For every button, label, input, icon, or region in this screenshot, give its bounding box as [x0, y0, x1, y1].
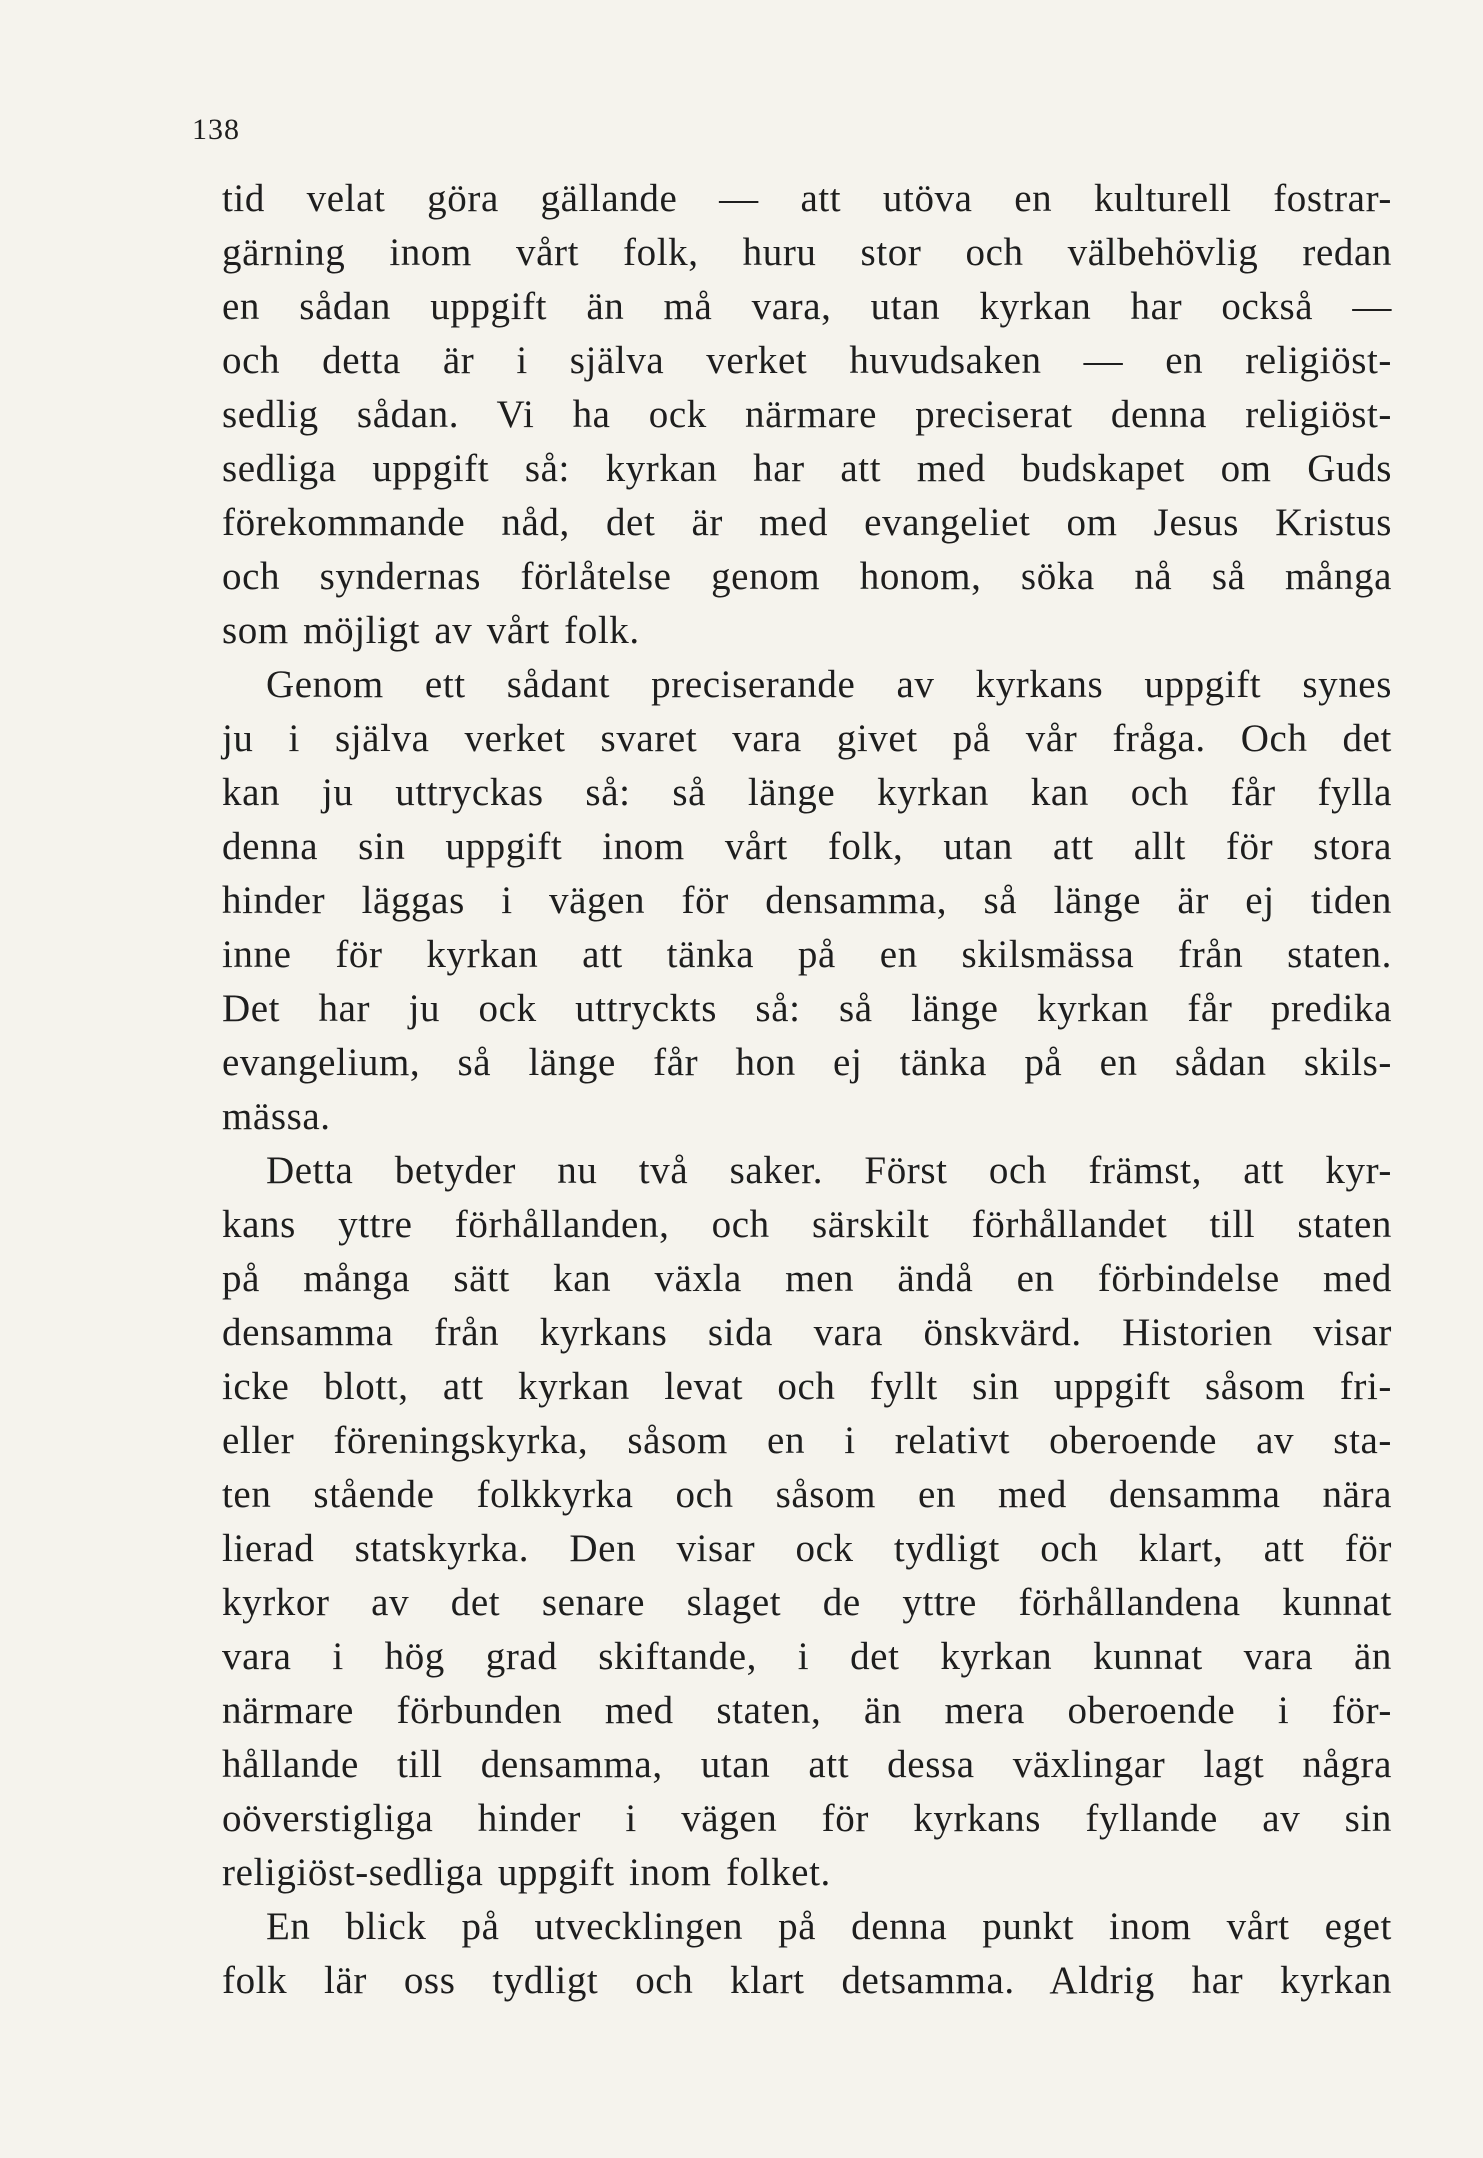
text-line: oöverstigliga hinder i vägen för kyrkans fyllande av sin [222, 1797, 1392, 1840]
text-line: ten stående folkkyrka och såsom en med densamma nära [222, 1473, 1392, 1516]
text-line: eller föreningskyrka, såsom en i relativt oberoende av sta- [222, 1419, 1392, 1462]
text-line: folk lär oss tydligt och klart detsamma. Aldrig har kyrkan [222, 1959, 1392, 2002]
body-text [222, 172, 1392, 2008]
text-line: hållande till densamma, utan att dessa växlingar lagt några [222, 1743, 1392, 1786]
text-line: denna sin uppgift inom vårt folk, utan att allt för stora [222, 825, 1392, 868]
text-line: ju i själva verket svaret vara givet på vår fråga. Och det [222, 717, 1392, 760]
text-line: tid velat göra gällande — att utöva en kulturell fostrar- [222, 177, 1392, 220]
text-line: närmare förbunden med staten, än mera oberoende i för- [222, 1689, 1392, 1732]
text-line: Detta betyder nu två saker. Först och främst, att kyr- [266, 1149, 1392, 1192]
text-line: och detta är i själva verket huvudsaken — en religiöst- [222, 339, 1392, 382]
text-line: inne för kyrkan att tänka på en skilsmässa från staten. [222, 933, 1392, 976]
text-line: religiöst-sedliga uppgift inom folket. [222, 1851, 831, 1894]
text-line: sedliga uppgift så: kyrkan har att med budskapet om Guds [222, 447, 1392, 490]
text-line: En blick på utvecklingen på denna punkt inom vårt eget [266, 1905, 1392, 1948]
text-line: och syndernas förlåtelse genom honom, söka nå så många [222, 555, 1392, 598]
text-line: en sådan uppgift än må vara, utan kyrkan har också — [222, 285, 1392, 328]
text-line: kyrkor av det senare slaget de yttre förhållandena kunnat [222, 1581, 1392, 1624]
text-line: densamma från kyrkans sida vara önskvärd. Historien visar [222, 1311, 1392, 1354]
text-line: förekommande nåd, det är med evangeliet om Jesus Kristus [222, 501, 1392, 544]
text-line: hinder läggas i vägen för densamma, så länge är ej tiden [222, 879, 1392, 922]
text-line: lierad statskyrka. Den visar ock tydligt och klart, att för [222, 1527, 1392, 1570]
text-line: icke blott, att kyrkan levat och fyllt sin uppgift såsom fri- [222, 1365, 1392, 1408]
text-line: evangelium, så länge får hon ej tänka på en sådan skils- [222, 1041, 1392, 1084]
page-number: 138 [192, 113, 240, 146]
text-line: gärning inom vårt folk, huru stor och välbehövlig redan [222, 231, 1392, 274]
text-line: vara i hög grad skiftande, i det kyrkan kunnat vara än [222, 1635, 1392, 1678]
text-line: kans yttre förhållanden, och särskilt förhållandet till staten [222, 1203, 1392, 1246]
text-line: Det har ju ock uttryckts så: så länge kyrkan får predika [222, 987, 1392, 1030]
text-line: Genom ett sådant preciserande av kyrkans uppgift synes [266, 663, 1392, 706]
text-line: på många sätt kan växla men ändå en förbindelse med [222, 1257, 1392, 1300]
text-line: kan ju uttryckas så: så länge kyrkan kan och får fylla [222, 771, 1392, 814]
text-line: som möjligt av vårt folk. [222, 609, 640, 652]
text-line: mässa. [222, 1095, 331, 1138]
text-line: sedlig sådan. Vi ha ock närmare preciserat denna religiöst- [222, 393, 1392, 436]
